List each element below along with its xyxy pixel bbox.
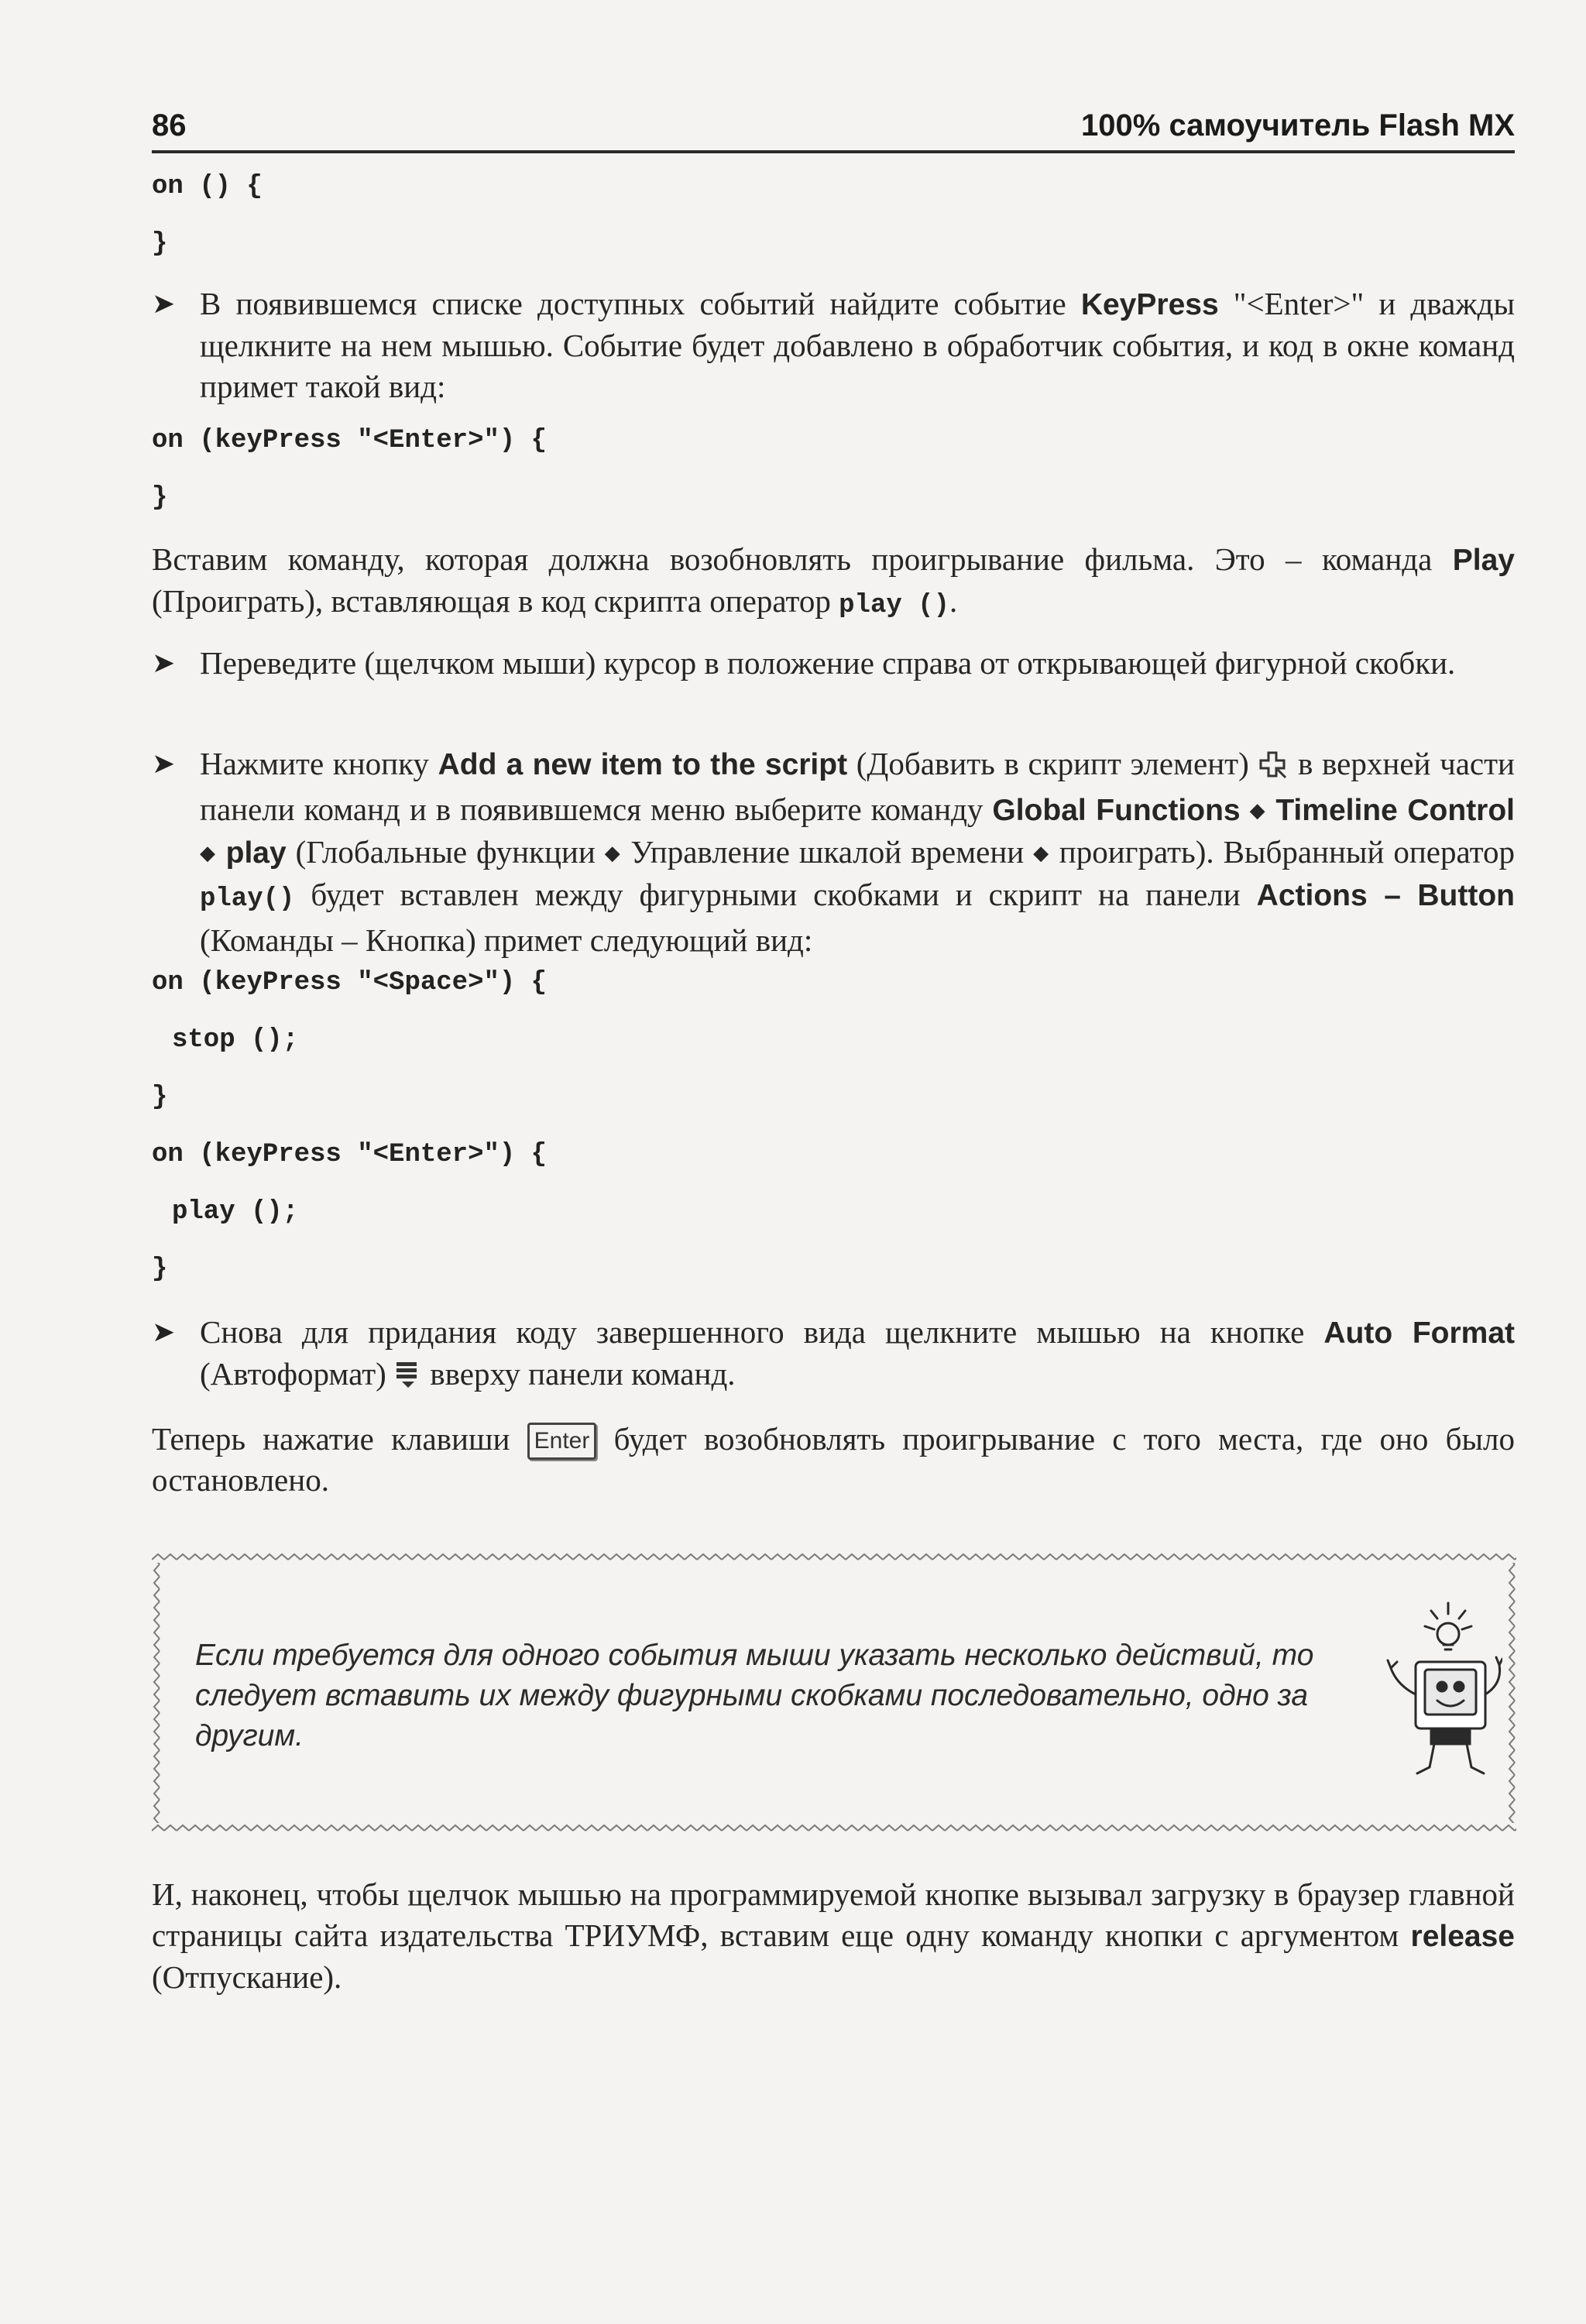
enter-key-icon: Enter [527,1423,597,1460]
code-line: } [152,1083,168,1112]
text: (Добавить в скрипт элемент) [847,746,1258,781]
text: будет вставлен между фигурными скобками и скрипт на панели [294,877,1257,912]
code-line: } [152,1255,168,1284]
ui-term: KeyPress [1080,288,1219,321]
code-line: on (keyPress "<Enter>") { [152,426,548,455]
text: "<Enter>" и дважды щелкните на нем мышью. Событие будет добавлено в обработчик события, и код в окне команд примет такой вид: [200,286,1515,404]
page-header [152,108,1515,153]
body-paragraph [152,539,1515,626]
bullet-arrow-icon: ➤ [152,748,176,780]
bullet-arrow-icon: ➤ [152,1316,176,1348]
ui-term: Global Functions [992,794,1241,827]
text: Вставим команду, которая должна возобновлять проигрывание фильма. Это – команда [152,541,1453,577]
ui-term: release [1410,1920,1515,1953]
text: Теперь нажатие клавиши [152,1421,527,1457]
text: . [949,583,958,619]
code-line: on () { [152,172,263,201]
text: В появившемся списке доступных событий найдите событие [200,286,1081,321]
auto-format-icon [394,1358,422,1399]
ui-term: play [225,836,287,870]
ui-term: Actions – Button [1256,879,1515,912]
code-line: } [152,229,168,259]
body-paragraph [152,1419,1515,1501]
text: (Автоформат) [200,1356,395,1392]
bullet-arrow-icon: ➤ [152,288,176,320]
menu-separator-icon: ◆ [604,842,622,865]
text: Нажмите кнопку [200,746,438,781]
bullet-paragraph [200,743,1515,961]
code-line: } [152,483,168,513]
menu-separator-icon: ◆ [1249,799,1267,822]
bullet-paragraph [200,643,1515,684]
bullet-arrow-icon: ➤ [152,647,176,679]
page-number: 86 [152,108,187,142]
text: Снова для придания коду завершенного вида щелкните мышью на кнопке [200,1314,1324,1350]
code-line: play (); [172,1197,299,1227]
header-rule [152,150,1515,153]
add-item-icon [1258,748,1289,789]
text: будет возобновлять проигрывание с того места, где оно было остановлено. [152,1421,1515,1498]
text: в верхней части панели команд и в появившемся меню выберите команду [200,746,1515,827]
ui-term: Play [1452,544,1515,577]
note-text: Если требуется для одного события мыши указать несколько действий, то следует вставить их между фигурными скобками последовательно, одно за другим. [195,1639,1314,1752]
code-line: on (keyPress "<Enter>") { [152,1140,548,1169]
ui-term: Add a new item to the script [438,748,848,781]
inline-code: play() [200,884,295,914]
code-line: stop (); [172,1025,299,1055]
bullet-paragraph [200,283,1515,407]
menu-separator-icon: ◆ [1033,842,1050,865]
body-paragraph [152,1874,1515,1998]
text: Управление шкалой времени [621,834,1034,870]
text: (Проиграть), вставляющая в код скрипта оператор [152,583,839,619]
ui-term: Auto Format [1323,1316,1515,1350]
bullet-paragraph [200,1312,1515,1399]
text: И, наконец, чтобы щелчок мышью на программируемой кнопке вызывал загрузку в браузер главной страницы сайта издательства ТРИУМФ, вставим еще одну команду кнопки с аргументом [152,1876,1515,1953]
ui-term: Timeline Control [1275,794,1516,827]
book-title: 100% самоучитель Flash MX [1081,108,1515,142]
text: (Глобальные функции [286,834,605,870]
text: (Команды – Кнопка) примет следующий вид: [200,922,813,958]
code-line: on (keyPress "<Space>") { [152,968,548,997]
text: (Отпускание). [152,1959,342,1995]
text: Переведите (щелчком мыши) курсор в положение справа от открывающей фигурной скобки. [200,645,1456,681]
inline-code: play () [839,591,949,620]
mascot-computer-icon [1386,1588,1502,1793]
note-box [152,1552,1516,1835]
text: вверху панели команд. [422,1356,736,1392]
text: проиграть). Выбранный оператор [1049,834,1515,870]
menu-separator-icon: ◆ [200,842,217,865]
